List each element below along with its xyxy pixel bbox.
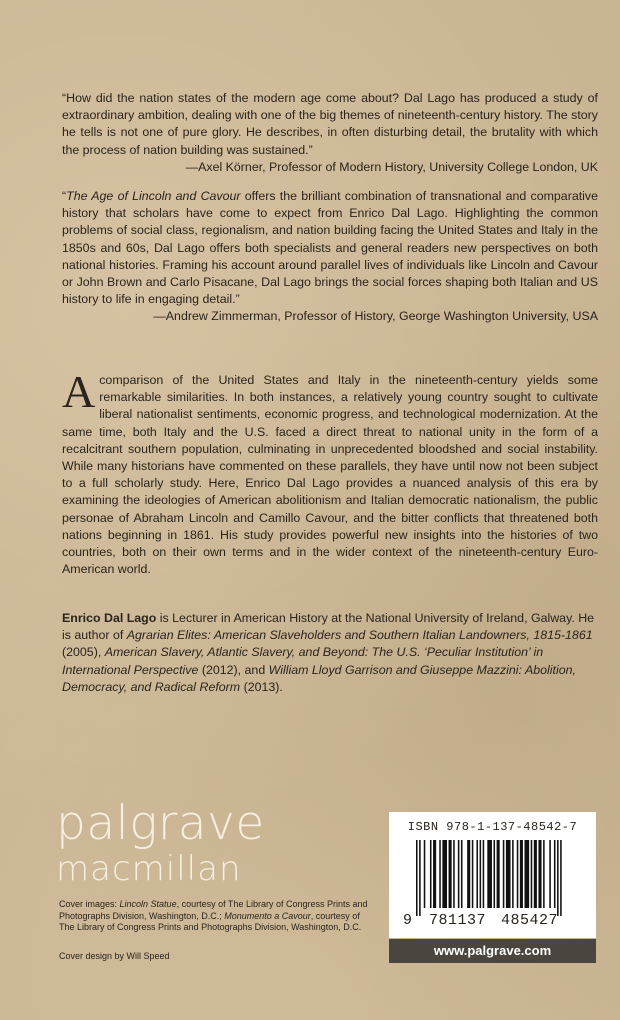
description-text: comparison of the United States and Italy in the nineteenth-century yields some remarkable similarities. In both instances, a relatively young country sought to cultivate liberal nationalist sentiments, economic progress, and technological modernization. At the same time, both Italy and the U.S. faced a direct threat to national unity in the form of a recalcitrant southern population, culminating in unprecedented bloodshed and social instability. While many historians have commented on these parallels, they have until now not been subject to a full scholarly study. Here, Enrico Dal Lago provides a nuanced analysis of this era by examining the ideologies of American abolitionism and Italian democratic nationalism, the public personae of Abraham Lincoln and Camillo Cavour, and the bitter conflicts that threatened both nations beginning in 1861. His study provides powerful new insights into the histories of two countries, both on their own terms and in the wider context of the nineteenth-century Euro-American world. bbox=[62, 373, 598, 577]
author-name: Enrico Dal Lago bbox=[62, 611, 157, 625]
barcode-bar bbox=[497, 840, 500, 908]
barcode-bar bbox=[424, 840, 426, 908]
book-title-2: American Slavery, Atlantic Slavery, and Beyond: The U.S. ‘Peculiar Institution’ in International Perspective bbox=[62, 645, 544, 677]
barcode-bar bbox=[430, 840, 432, 908]
barcode-bar bbox=[442, 840, 447, 908]
barcode-bar bbox=[472, 840, 474, 908]
credits-text: , courtesy of The Library of Congress Prints and Photographs Division, Washington, D.C. bbox=[59, 910, 362, 932]
review-quote-zimmerman bbox=[62, 188, 598, 326]
credit-image-2: Monumento a Cavour bbox=[224, 910, 311, 921]
barcode-bar bbox=[534, 840, 537, 908]
drop-cap: A bbox=[62, 366, 96, 417]
barcode-bar bbox=[503, 840, 505, 908]
barcode-bar bbox=[538, 840, 541, 908]
barcode-bar bbox=[416, 840, 418, 916]
isbn-barcode bbox=[389, 812, 596, 938]
barcode-bar bbox=[458, 840, 460, 908]
barcode-bar bbox=[525, 840, 530, 908]
logo-line-palgrave: palgrave bbox=[56, 796, 265, 851]
credit-image-1: Lincoln Statue bbox=[119, 899, 177, 909]
barcode-bar bbox=[554, 840, 556, 908]
barcode-bar bbox=[449, 840, 452, 908]
barcode-bar bbox=[557, 840, 559, 916]
isbn-label: ISBN 978-1-137-48542-7 bbox=[407, 820, 578, 834]
quote-text bbox=[62, 188, 598, 308]
barcode-bar bbox=[549, 840, 551, 908]
barcode-bar bbox=[543, 840, 545, 908]
review-quote-korner bbox=[62, 90, 598, 176]
book-title: The Age of Lincoln and Cavour bbox=[66, 189, 241, 203]
logo-line-macmillan: macmillan bbox=[56, 849, 242, 889]
barcode-bar bbox=[517, 840, 519, 908]
author-bio bbox=[62, 610, 598, 696]
barcode-bar bbox=[494, 840, 496, 908]
quote-attribution: —Axel Körner, Professor of Modern History, University College London, UK bbox=[185, 159, 598, 174]
book-title-1: Agrarian Elites: American Slaveholders and Southern Italian Landowners, 1815-1861 bbox=[126, 628, 593, 643]
cover-image-credits bbox=[59, 899, 377, 934]
book-title-3: William Lloyd Garrison and Giuseppe Mazzini: Abolition, Democracy, and Radical Reform bbox=[62, 662, 576, 694]
isbn-digit-first: 9 bbox=[403, 912, 413, 929]
barcode-bar bbox=[483, 840, 485, 908]
palgrave-macmillan-logo bbox=[56, 796, 265, 889]
barcode-bar bbox=[512, 840, 514, 908]
barcode-bars bbox=[416, 840, 570, 916]
quote-attribution: —Andrew Zimmerman, Professor of History, George Washington University, USA bbox=[153, 309, 598, 324]
barcode-bar bbox=[433, 840, 436, 908]
barcode-bar bbox=[487, 840, 492, 908]
bio-text: is Lecturer in American History at the National University of Ireland, Galway. He is author of bbox=[62, 611, 595, 643]
barcode-bar bbox=[480, 840, 482, 908]
quote-text: “How did the nation states of the modern age come about? Dal Lago has produced a study of extraordinary ambition, dealing with one of the big themes of nineteenth-century history. The story he tells is not one of pure glory. He describes, in often disturbing detail, the brutality with which the process of nation building was sustained.” bbox=[62, 91, 598, 157]
isbn-digits-right: 485427 bbox=[501, 912, 559, 929]
quote-open-mark: “ bbox=[62, 189, 67, 203]
barcode-bar bbox=[461, 840, 463, 908]
barcode-bar bbox=[506, 840, 511, 908]
barcode-bar bbox=[476, 840, 478, 908]
barcode-bar bbox=[467, 840, 470, 908]
bio-text: (2012), and bbox=[198, 662, 269, 677]
isbn-digits-left: 781137 bbox=[429, 912, 487, 929]
barcode-bar bbox=[560, 840, 562, 916]
barcode-bar bbox=[453, 840, 455, 908]
publisher-website: www.palgrave.com bbox=[389, 939, 596, 963]
bio-text: (2013). bbox=[240, 679, 283, 694]
credits-text: , courtesy of The Library of Congress Prints and Photographs Division, Washington, D.C.; bbox=[59, 899, 368, 921]
quote-body: offers the brilliant combination of transnational and comparative history that scholars have come to expect from Enrico Dal Lago. Highlighting the common problems of social class, regionalism, and nation building facing the United States and Italy in the 1850s and 60s, Dal Lago offers both specialists and general readers new perspectives on both national histories. Framing his account around parallel lives of individuals like Lincoln and Cavour or John Brown and Carlo Pisacane, Dal Lago brings the social forces shaping both Italian and US history to life in engaging detail.” bbox=[62, 189, 598, 307]
bio-text: (2005), bbox=[62, 645, 105, 660]
barcode-bar bbox=[439, 840, 441, 908]
credits-label: Cover images: bbox=[59, 899, 120, 909]
barcode-bar bbox=[419, 840, 421, 916]
cover-design-credit: Cover design by Will Speed bbox=[59, 951, 170, 961]
barcode-bar bbox=[531, 840, 533, 908]
barcode-bar bbox=[520, 840, 523, 908]
book-description bbox=[62, 366, 598, 578]
